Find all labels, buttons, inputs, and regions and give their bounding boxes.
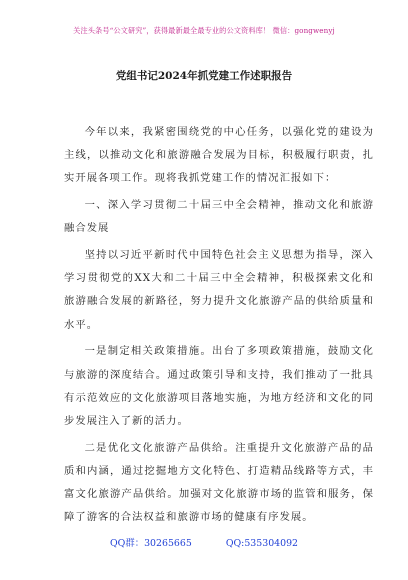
document-title: 党组书记2024年抓党建工作述职报告	[115, 70, 293, 82]
qq-number-label: QQ:535304092	[225, 538, 299, 549]
document-body	[64, 121, 374, 533]
footer-contact	[0, 535, 408, 549]
top-banner: 关注头条号“公文研究”，获得最新最全最专业的公文资料库！ 微信：gongwenyj	[73, 26, 335, 35]
paragraph-supply: 二是优化文化旅游产品供给。注重提升文化旅游产品的品质和内涵，通过挖掘地方文化特色、打造精品线路等方式，丰富文化旅游产品供给。加强对文化旅游市场的监管和服务，保障了游客的合法权益和旅游市场的健康有序发展。	[64, 441, 374, 524]
qq-group-label: QQ群：30265665	[109, 538, 192, 549]
paragraph-intro: 今年以来，我紧密围绕党的中心任务，以强化党的建设为主线，以推动文化和旅游融合发展为目标，积极履行职责，扎实开展各项工作。现将我抓党建工作的情况汇报如下：	[64, 126, 374, 185]
paragraph-guidance: 坚持以习近平新时代中国特色社会主义思想为指导，深入学习贯彻党的XX大和二十届三中全会精神，积极探索文化和旅游融合发展的新路径，努力提升文化旅游产品的供给质量和水平。	[64, 249, 374, 331]
paragraph-policy: 一是制定相关政策措施。出台了多项政策措施，鼓励文化与旅游的深度结合。通过政策引导和支持，我们推动了一批具有示范效应的文化旅游项目落地实施，为地方经济和文化的同步发展注入了新的活力。	[64, 345, 374, 427]
section-heading: 一、深入学习贯彻二十届三中全会精神，推动文化和旅游融合发展	[64, 199, 374, 235]
